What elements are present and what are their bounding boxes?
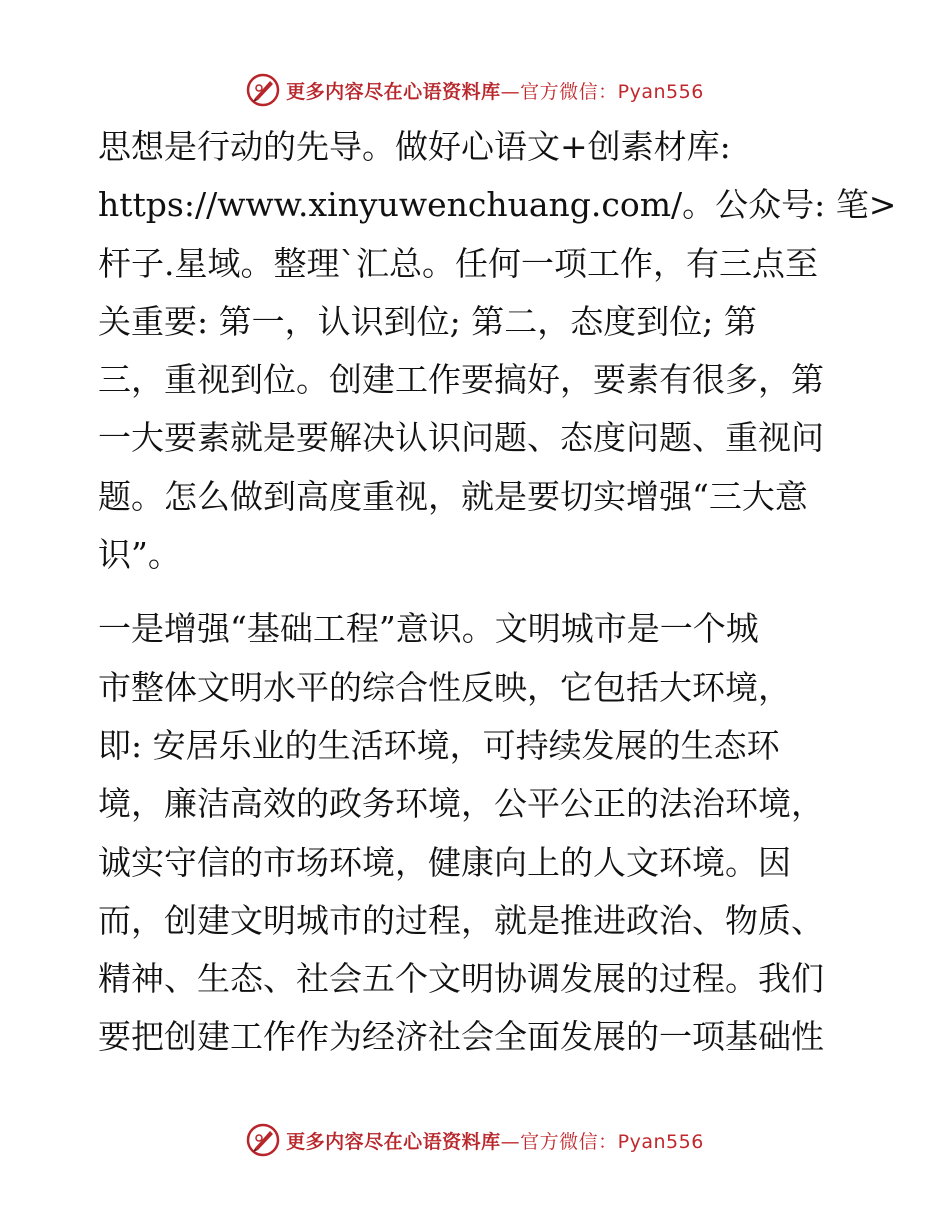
- text-line: 一是增强“基础工程”意识。文明城市是一个城: [98, 609, 759, 649]
- text-line: 杆子.星域。整理`汇总。任何一项工作，有三点至: [98, 243, 818, 283]
- text-line: 精神、生态、社会五个文明协调发展的过程。我们: [98, 959, 824, 999]
- text-line: 市整体文明水平的综合性反映，它包括大环境，: [98, 667, 791, 707]
- text-line: 即: 安居乐业的生活环境，可持续发展的生态环: [98, 725, 780, 765]
- text-line: 一大要素就是要解决认识问题、态度问题、重视问: [98, 418, 824, 458]
- text-line: 三，重视到位。创建工作要搞好，要素有很多，第: [98, 360, 824, 400]
- text-line: 题。怎么做到高度重视，就是要切实增强“三大意: [98, 476, 808, 516]
- footer-banner-title: 更多内容尽在心语资料库: [286, 1130, 501, 1153]
- paragraph-1: [98, 118, 897, 584]
- text-line: https://www.xinyuwenchuang.com/。公众号: 笔>: [98, 185, 897, 225]
- paragraph-2: [98, 600, 850, 1066]
- text-line: 诚实守信的市场环境，健康向上的人文环境。因: [98, 842, 791, 882]
- text-line: 思想是行动的先导。做好心语文+创素材库:: [98, 127, 731, 166]
- header-banner-title: 更多内容尽在心语资料库: [286, 80, 501, 103]
- quill-logo-icon: [246, 1123, 280, 1157]
- text-line: 关重要: 第一，认识到位; 第二，态度到位; 第: [98, 301, 757, 341]
- document-body: [98, 118, 897, 1067]
- header-banner-text: [286, 77, 704, 104]
- quill-logo-icon: [246, 73, 280, 107]
- header-banner: [0, 70, 950, 110]
- footer-banner-text: [286, 1127, 704, 1154]
- text-line: 识”。: [98, 535, 181, 575]
- footer-banner-wechat: —官方微信：Pyan556: [500, 1130, 704, 1153]
- footer-banner: [0, 1120, 950, 1160]
- text-line: 境，廉洁高效的政务环境，公平公正的法治环境，: [98, 784, 824, 824]
- text-line: 要把创建工作作为经济社会全面发展的一项基础性: [98, 1017, 824, 1057]
- text-line: 而，创建文明城市的过程，就是推进政治、物质、: [98, 900, 824, 940]
- header-banner-wechat: —官方微信：Pyan556: [500, 80, 704, 103]
